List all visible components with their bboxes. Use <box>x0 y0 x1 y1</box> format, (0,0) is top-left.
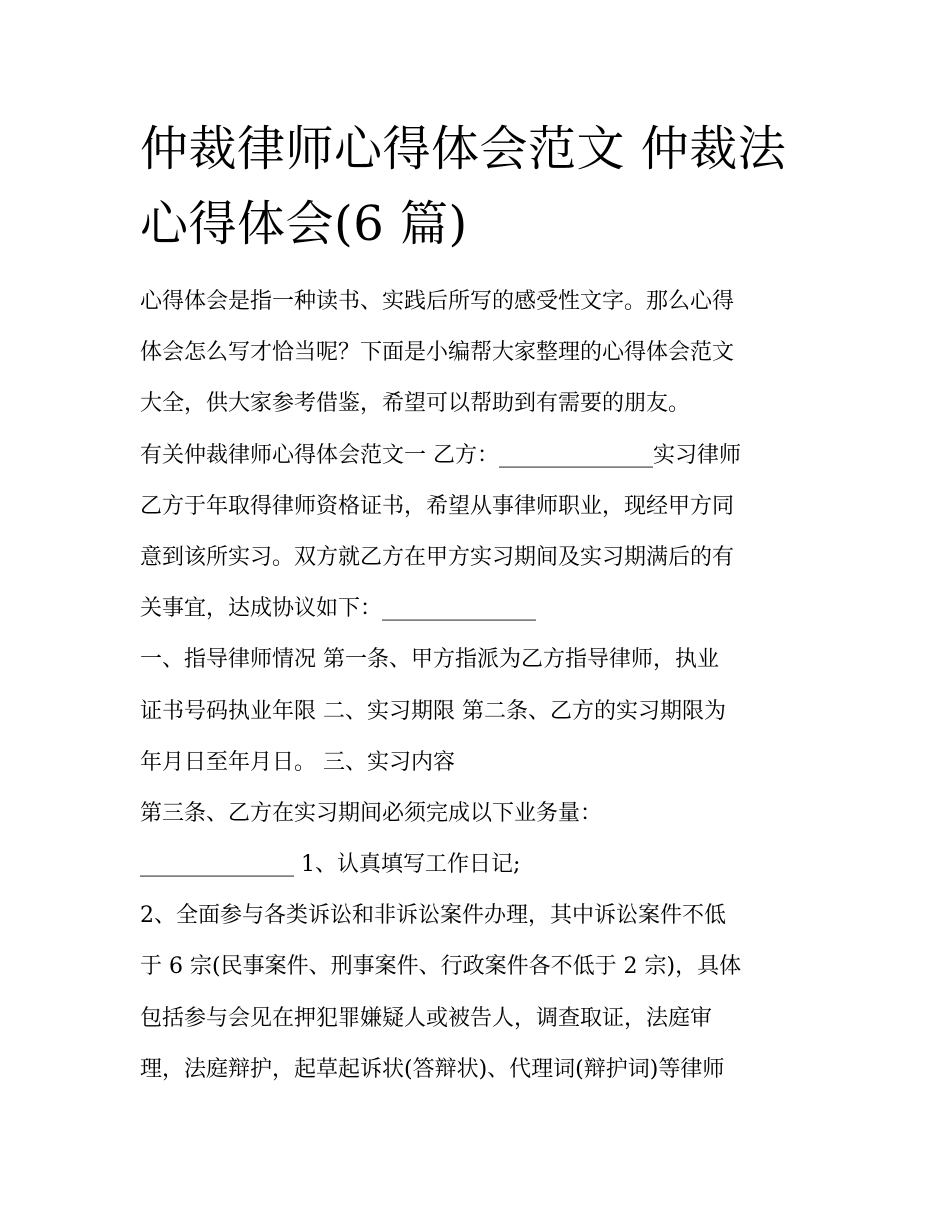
body-line: 一、指导律师情况 第一条、甲方指派为乙方指导律师，执业 <box>140 647 719 673</box>
body-line: 包括参与会见在押犯罪嫌疑人或被告人，调查取证，法庭审 <box>140 1005 713 1031</box>
title-line: 心得体会(6 篇) <box>140 196 468 252</box>
body-line: 有关仲裁律师心得体会范文一 乙方：______________实习律师 <box>140 442 741 468</box>
body-line: 关事宜，达成协议如下：______________ <box>140 596 537 622</box>
body-line: 第三条、乙方在实习期间必须完成以下业务量： <box>140 800 603 826</box>
body-line: 证书号码执业年限 二、实习期限 第二条、乙方的实习期限为 <box>140 698 726 724</box>
body-line: 体会怎么写才恰当呢？下面是小编帮大家整理的心得体会范文 <box>140 340 735 366</box>
document-title <box>140 112 820 262</box>
body-line: 2、全面参与各类诉讼和非诉讼案件办理，其中诉讼案件不低 <box>140 903 726 929</box>
body-line: 年月日至年月日。 三、实习内容 <box>140 749 455 775</box>
body-line: 心得体会是指一种读书、实践后所写的感受性文字。那么心得 <box>140 289 735 314</box>
body-line: 乙方于年取得律师资格证书，希望从事律师职业，现经甲方同 <box>140 493 735 519</box>
body-line: ______________ 1、认真填写工作日记; <box>140 852 521 878</box>
body-line: 意到该所实习。双方就乙方在甲方实习期间及实习期满后的有 <box>140 544 735 570</box>
body-line: 理，法庭辩护，起草起诉状(答辩状)、代理词(辩护词)等律师 <box>140 1056 725 1082</box>
body-line: 于 6 宗(民事案件、刑事案件、行政案件各不低于 2 宗)，具体 <box>140 954 742 980</box>
document-body <box>140 276 820 1095</box>
title-line: 仲裁律师心得体会范文 仲裁法 <box>140 121 787 177</box>
body-line: 大全，供大家参考借鉴，希望可以帮助到有需要的朋友。 <box>140 391 691 417</box>
